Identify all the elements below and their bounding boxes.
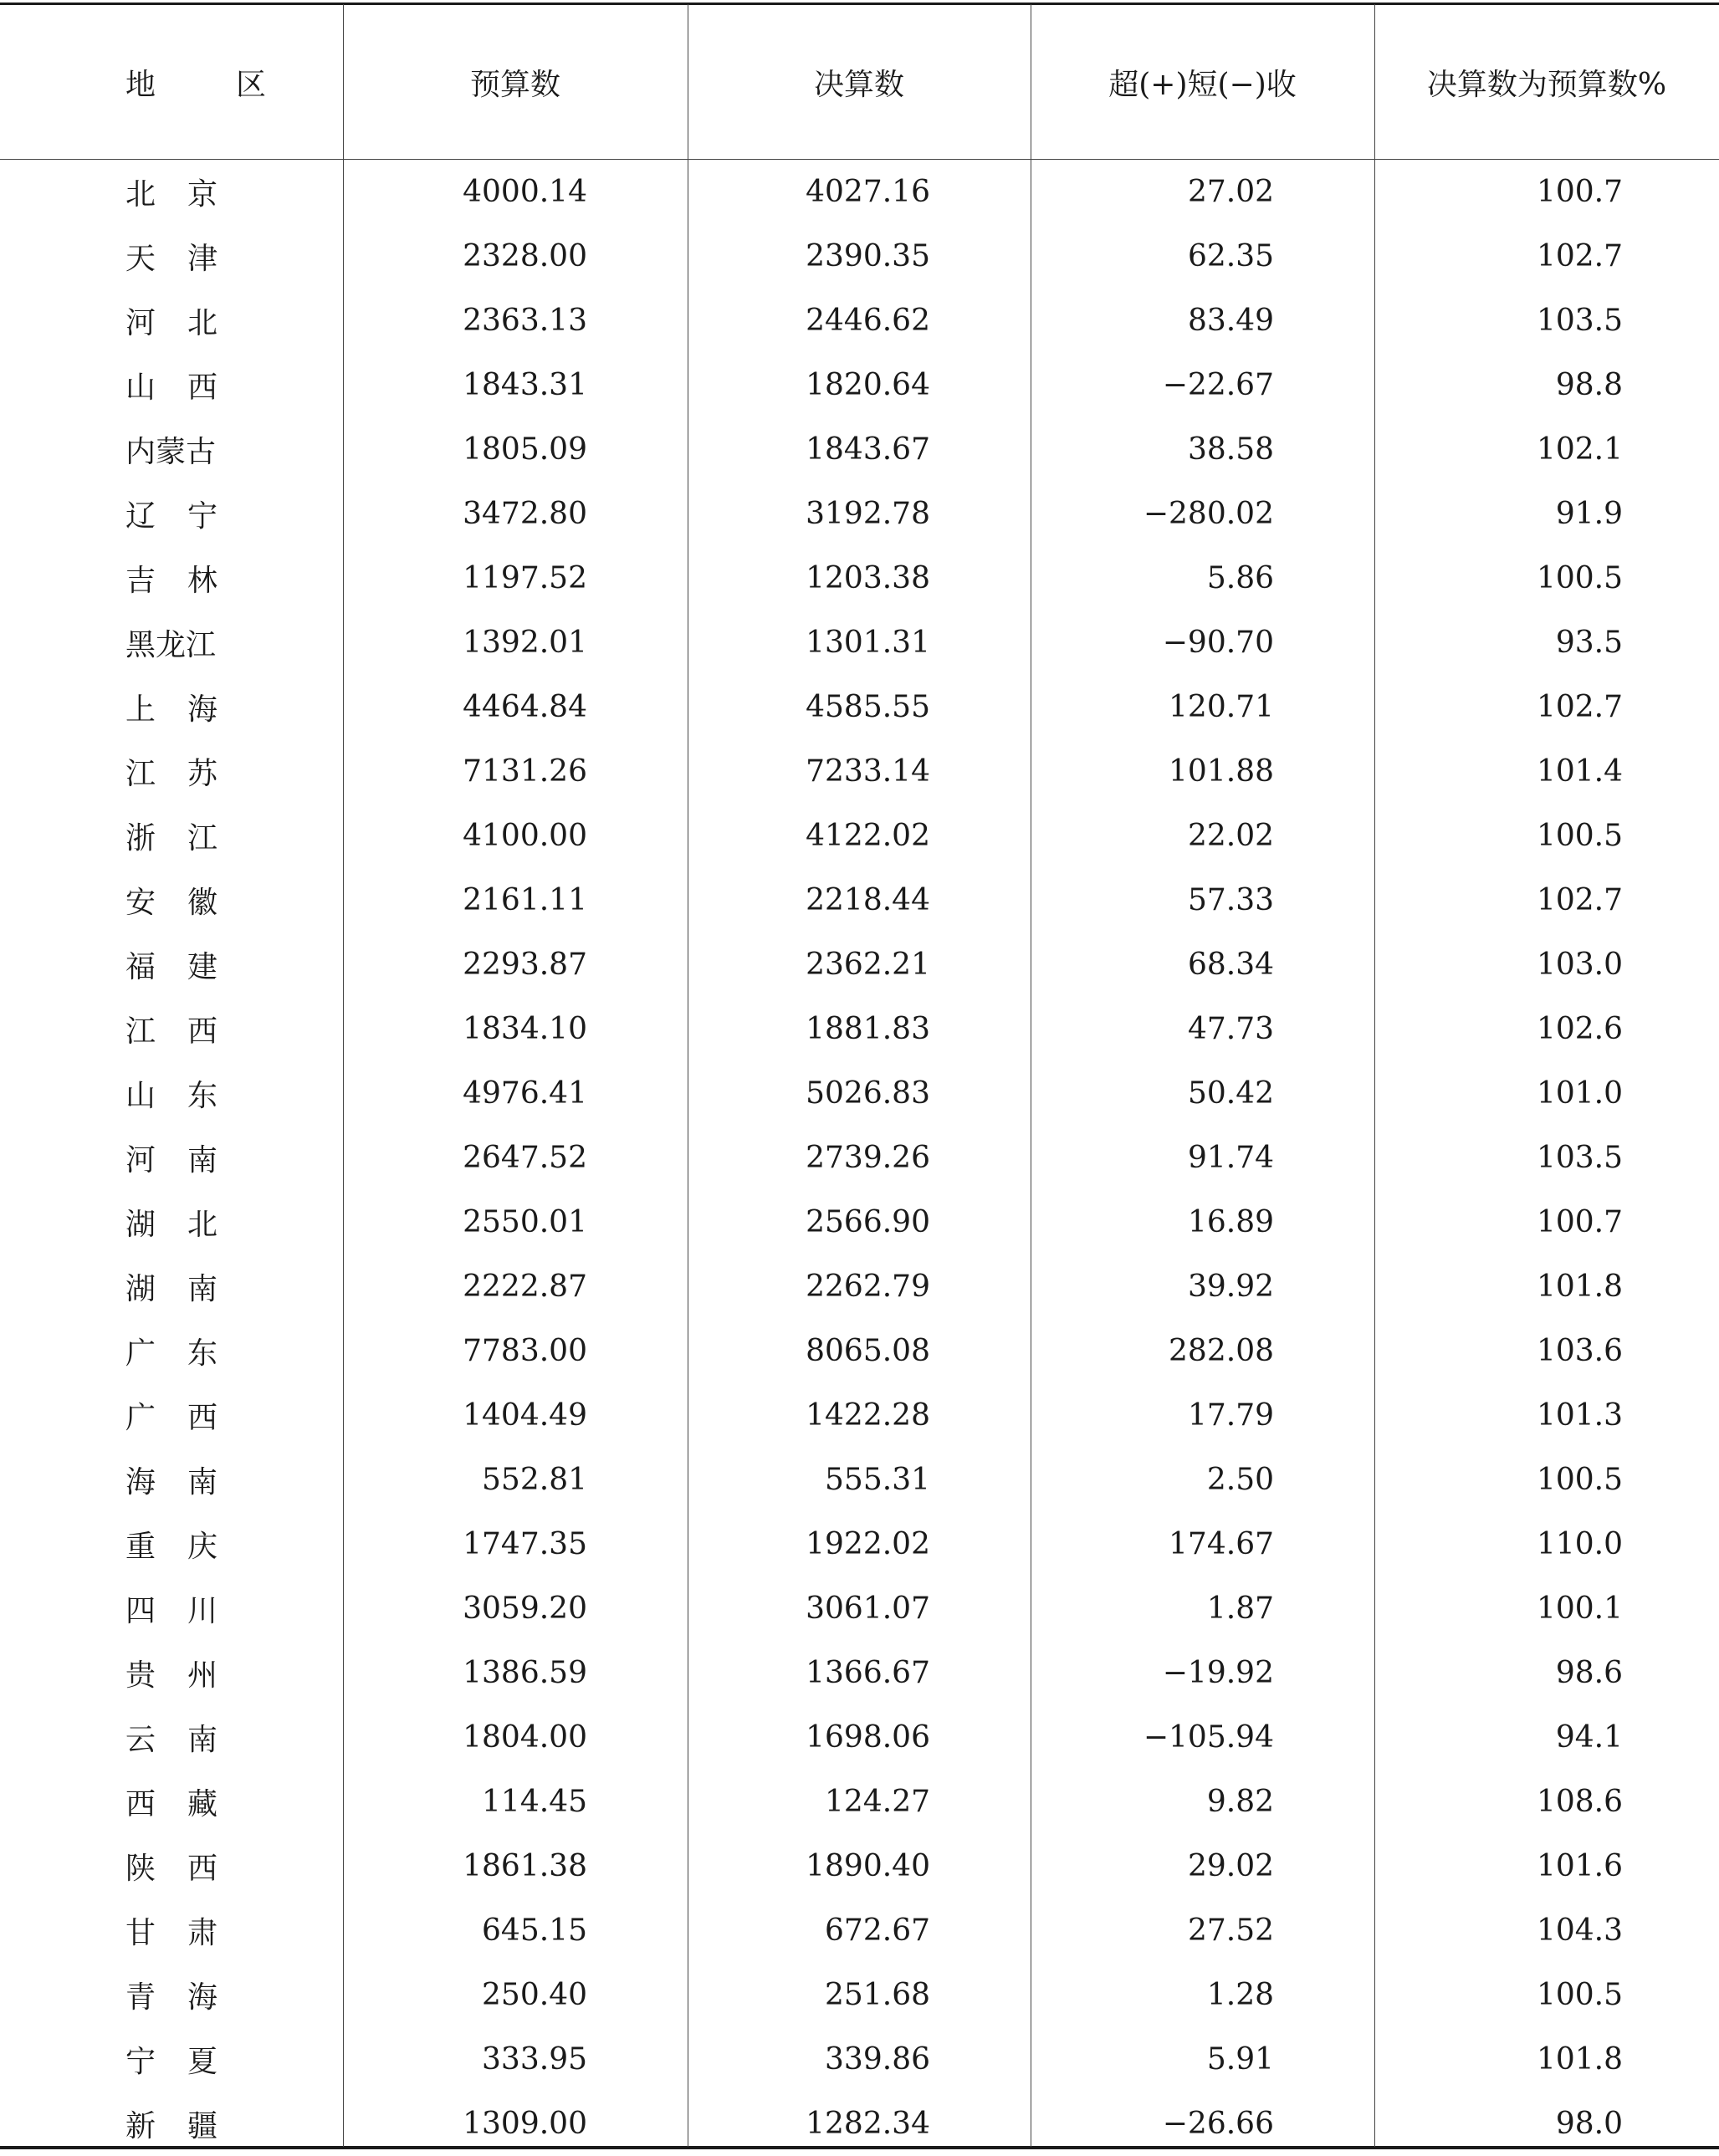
table-row	[0, 1512, 1719, 1576]
header-region: 地 区	[125, 67, 292, 102]
region-char: 青	[125, 1980, 156, 2015]
cell-diff: 5.86	[1206, 561, 1274, 595]
cell-budget: 1386.59	[463, 1656, 587, 1690]
region-char: 庆	[187, 1530, 217, 1564]
region-char: 西	[187, 1852, 217, 1886]
cell-diff: 282.08	[1169, 1334, 1274, 1368]
cell-budget: 7131.26	[463, 754, 587, 789]
cell-final: 1282.34	[806, 2107, 930, 2141]
cell-final: 3192.78	[806, 497, 930, 531]
cell-diff: 38.58	[1187, 432, 1274, 467]
cell-pct: 100.7	[1536, 1205, 1623, 1239]
cell-budget: 1804.00	[463, 1720, 587, 1755]
cell-budget: 4464.84	[463, 690, 587, 724]
table-row	[0, 1061, 1719, 1126]
table-body	[0, 160, 1719, 2156]
cell-final: 7233.14	[806, 754, 930, 789]
cell-pct: 110.0	[1536, 1527, 1623, 1561]
region-char: 南	[187, 1465, 217, 1499]
cell-pct: 101.0	[1536, 1076, 1623, 1111]
cell-region	[0, 493, 343, 535]
table-row	[0, 1126, 1719, 1190]
region-char: 南	[187, 1723, 217, 1757]
table-row	[0, 160, 1719, 224]
cell-pct: 101.8	[1536, 2042, 1623, 2077]
cell-final: 2446.62	[806, 304, 930, 338]
cell-pct: 100.5	[1536, 1978, 1623, 2012]
cell-final: 1843.67	[806, 432, 930, 467]
cell-region	[0, 750, 343, 793]
cell-region	[0, 1716, 343, 1759]
cell-pct: 98.0	[1555, 2107, 1623, 2141]
cell-final: 8065.08	[806, 1334, 930, 1368]
region-char: 山	[125, 370, 156, 405]
cell-region	[0, 879, 343, 922]
region-char: 贵	[125, 1658, 156, 1693]
cell-region	[0, 1652, 343, 1694]
cell-pct: 102.7	[1536, 239, 1623, 273]
cell-budget: 7783.00	[463, 1334, 587, 1368]
cell-diff: −280.02	[1143, 497, 1274, 531]
region-char: 州	[187, 1658, 217, 1693]
table-row	[0, 289, 1719, 353]
cell-region	[0, 1330, 343, 1372]
cell-diff: 5.91	[1206, 2042, 1274, 2077]
cell-diff: 29.02	[1187, 1849, 1274, 1883]
region-char: 安	[125, 886, 156, 920]
cell-region	[0, 1974, 343, 2016]
cell-diff: −26.66	[1162, 2107, 1274, 2141]
cell-pct: 100.5	[1536, 819, 1623, 853]
cell-budget: 1197.52	[463, 561, 587, 595]
cell-budget: 1834.10	[463, 1012, 587, 1046]
region-char: 广	[125, 1336, 156, 1371]
cell-region	[0, 299, 343, 342]
cell-budget: 4100.00	[463, 819, 587, 853]
cell-final: 2218.44	[806, 883, 930, 917]
cell-region	[0, 815, 343, 857]
cell-budget: 1392.01	[463, 626, 587, 660]
cell-budget: 552.81	[482, 1463, 587, 1497]
cell-region	[0, 1137, 343, 1179]
region-char: 肃	[187, 1916, 217, 1950]
region-char: 林	[187, 564, 217, 598]
cell-diff: 174.67	[1169, 1527, 1274, 1561]
cell-pct: 102.6	[1536, 1012, 1623, 1046]
cell-region	[0, 1459, 343, 1501]
cell-budget: 1404.49	[463, 1398, 587, 1433]
cell-budget: 250.40	[482, 1978, 587, 2012]
header-diff: 超(+)短(−)收	[1108, 67, 1297, 102]
cell-diff: 27.52	[1187, 1913, 1274, 1948]
cell-final: 2362.21	[806, 948, 930, 982]
region-char: 南	[187, 1272, 217, 1306]
table-row	[0, 1898, 1719, 1963]
table-row	[0, 1834, 1719, 1898]
cell-pct: 98.8	[1555, 368, 1623, 402]
cell-region	[0, 1201, 343, 1244]
cell-region	[0, 1523, 343, 1566]
region-char: 浙	[125, 821, 156, 856]
cell-pct: 103.5	[1536, 1141, 1623, 1175]
table-row	[0, 739, 1719, 804]
region-char: 西	[187, 1014, 217, 1049]
region-char: 广	[125, 1401, 156, 1435]
cell-pct: 103.5	[1536, 304, 1623, 338]
region-char: 西	[187, 370, 217, 405]
region-char: 湖	[125, 1208, 156, 1242]
cell-pct: 101.6	[1536, 1849, 1623, 1883]
table-row	[0, 2027, 1719, 2092]
cell-region	[0, 1909, 343, 1952]
cell-diff: 68.34	[1187, 948, 1274, 982]
cell-pct: 102.1	[1536, 432, 1623, 467]
table-row	[0, 417, 1719, 482]
table-row	[0, 1254, 1719, 1319]
cell-region	[0, 943, 343, 986]
cell-region	[0, 1265, 343, 1308]
region-char: 云	[125, 1723, 156, 1757]
cell-budget: 4976.41	[463, 1076, 587, 1111]
cell-diff: 83.49	[1187, 304, 1274, 338]
region-char: 上	[125, 692, 156, 727]
table-row	[0, 1383, 1719, 1448]
table-row	[0, 1641, 1719, 1705]
region-char: 疆	[187, 2109, 217, 2143]
cell-budget: 1747.35	[463, 1527, 587, 1561]
cell-diff: −90.70	[1162, 626, 1274, 660]
region-char: 东	[187, 1079, 217, 1113]
table-row	[0, 1963, 1719, 2027]
cell-region	[0, 1845, 343, 1888]
cell-diff: 62.35	[1187, 239, 1274, 273]
cell-budget: 1843.31	[463, 368, 587, 402]
region-char: 新	[125, 2109, 156, 2143]
cell-final: 2739.26	[806, 1141, 930, 1175]
cell-pct: 102.7	[1536, 690, 1623, 724]
cell-pct: 101.3	[1536, 1398, 1623, 1433]
cell-pct: 104.3	[1536, 1913, 1623, 1948]
table-row	[0, 1576, 1719, 1641]
cell-budget: 645.15	[482, 1913, 587, 1948]
cell-diff: 1.87	[1206, 1591, 1274, 1626]
cell-final: 672.67	[825, 1913, 930, 1948]
cell-pct: 100.5	[1536, 561, 1623, 595]
cell-region	[0, 171, 343, 213]
cell-diff: 57.33	[1187, 883, 1274, 917]
cell-final: 4585.55	[806, 690, 930, 724]
table-row	[0, 353, 1719, 417]
cell-pct: 100.5	[1536, 1463, 1623, 1497]
region-char: 福	[125, 950, 156, 984]
cell-budget: 2222.87	[463, 1270, 587, 1304]
cell-final: 1922.02	[806, 1527, 930, 1561]
header-budget: 预算数	[469, 67, 560, 102]
region-char: 海	[187, 692, 217, 727]
cell-region	[0, 1394, 343, 1437]
region-char: 津	[187, 242, 217, 276]
region-char: 宁	[187, 499, 217, 534]
cell-diff: 47.73	[1187, 1012, 1274, 1046]
cell-final: 1890.40	[806, 1849, 930, 1883]
cell-diff: 39.92	[1187, 1270, 1274, 1304]
cell-budget: 2328.00	[463, 239, 587, 273]
cell-budget: 2647.52	[463, 1141, 587, 1175]
cell-budget: 333.95	[482, 2042, 587, 2077]
region-char: 江	[125, 1014, 156, 1049]
cell-region	[0, 1008, 343, 1050]
cell-region	[0, 235, 343, 278]
cell-final: 5026.83	[806, 1076, 930, 1111]
cell-budget: 4000.14	[463, 175, 587, 209]
region-char: 夏	[187, 2045, 217, 2079]
region-char: 湖	[125, 1272, 156, 1306]
cell-final: 339.86	[825, 2042, 930, 2077]
cell-final: 3061.07	[806, 1591, 930, 1626]
region-char: 海	[187, 1980, 217, 2015]
table-row	[0, 804, 1719, 868]
region-char: 苏	[187, 757, 217, 791]
region-char: 南	[187, 1143, 217, 1178]
cell-final: 2390.35	[806, 239, 930, 273]
header-pct: 决算数为预算数%	[1426, 67, 1667, 102]
cell-final: 1820.64	[806, 368, 930, 402]
cell-region	[0, 1072, 343, 1115]
cell-final: 555.31	[825, 1463, 930, 1497]
table-row	[0, 2092, 1719, 2156]
region-char: 川	[187, 1594, 217, 1628]
cell-final: 4122.02	[806, 819, 930, 853]
cell-budget: 2550.01	[463, 1205, 587, 1239]
cell-pct: 108.6	[1536, 1785, 1623, 1819]
cell-diff: 120.71	[1169, 690, 1274, 724]
cell-region	[0, 2038, 343, 2081]
cell-pct: 101.8	[1536, 1270, 1623, 1304]
region-char: 山	[125, 1079, 156, 1113]
region-char: 西	[187, 1401, 217, 1435]
region-char: 江	[125, 757, 156, 791]
cell-pct: 91.9	[1555, 497, 1623, 531]
region-char: 徽	[187, 886, 217, 920]
region-name: 内蒙古	[125, 435, 217, 469]
cell-region	[0, 2102, 343, 2145]
region-char: 天	[125, 242, 156, 276]
cell-pct: 103.6	[1536, 1334, 1623, 1368]
table-row	[0, 1770, 1719, 1834]
cell-final: 2262.79	[806, 1270, 930, 1304]
cell-final: 251.68	[825, 1978, 930, 2012]
cell-pct: 100.1	[1536, 1591, 1623, 1626]
cell-final: 124.27	[825, 1785, 930, 1819]
cell-budget: 2161.11	[463, 883, 587, 917]
region-char: 北	[187, 306, 217, 340]
region-char: 河	[125, 306, 156, 340]
cell-diff: 22.02	[1187, 819, 1274, 853]
cell-budget: 1861.38	[463, 1849, 587, 1883]
cell-budget: 2363.13	[463, 304, 587, 338]
table-header	[0, 5, 1719, 159]
cell-pct: 101.4	[1536, 754, 1623, 789]
region-char: 江	[187, 821, 217, 856]
cell-region	[0, 621, 343, 664]
cell-pct: 103.0	[1536, 948, 1623, 982]
region-char: 吉	[125, 564, 156, 598]
table-row	[0, 1190, 1719, 1254]
cell-region	[0, 1587, 343, 1630]
table-row	[0, 482, 1719, 546]
cell-final: 1881.83	[806, 1012, 930, 1046]
region-char: 海	[125, 1465, 156, 1499]
region-char: 宁	[125, 2045, 156, 2079]
region-char: 陕	[125, 1852, 156, 1886]
region-char: 北	[125, 177, 156, 212]
cell-final: 4027.16	[806, 175, 930, 209]
cell-final: 1203.38	[806, 561, 930, 595]
cell-region	[0, 557, 343, 600]
cell-diff: 16.89	[1187, 1205, 1274, 1239]
cell-pct: 94.1	[1555, 1720, 1623, 1755]
region-char: 河	[125, 1143, 156, 1178]
table-row	[0, 997, 1719, 1061]
cell-diff: 27.02	[1187, 175, 1274, 209]
cell-diff: 91.74	[1187, 1141, 1274, 1175]
cell-region	[0, 686, 343, 728]
region-name: 黑龙江	[125, 628, 217, 662]
region-char: 辽	[125, 499, 156, 534]
cell-diff: 101.88	[1169, 754, 1274, 789]
cell-diff: −105.94	[1143, 1720, 1274, 1755]
cell-budget: 3059.20	[463, 1591, 587, 1626]
cell-diff: 1.28	[1206, 1978, 1274, 2012]
region-char: 京	[187, 177, 217, 212]
cell-pct: 100.7	[1536, 175, 1623, 209]
cell-diff: −22.67	[1162, 368, 1274, 402]
header-final: 决算数	[813, 67, 904, 102]
table-row	[0, 546, 1719, 611]
table-row	[0, 1448, 1719, 1512]
cell-diff: 9.82	[1206, 1785, 1274, 1819]
region-char: 东	[187, 1336, 217, 1371]
table-row	[0, 675, 1719, 739]
cell-region	[0, 428, 343, 471]
cell-budget: 1805.09	[463, 432, 587, 467]
cell-diff: 50.42	[1187, 1076, 1274, 1111]
cell-final: 1422.28	[806, 1398, 930, 1433]
cell-budget: 2293.87	[463, 948, 587, 982]
region-char: 建	[187, 950, 217, 984]
cell-budget: 114.45	[482, 1785, 587, 1819]
region-char: 重	[125, 1530, 156, 1564]
region-char: 西	[125, 1787, 156, 1821]
table-row	[0, 868, 1719, 932]
region-char: 四	[125, 1594, 156, 1628]
cell-pct: 98.6	[1555, 1656, 1623, 1690]
cell-final: 1301.31	[806, 626, 930, 660]
cell-diff: 17.79	[1187, 1398, 1274, 1433]
cell-pct: 93.5	[1555, 626, 1623, 660]
cell-pct: 102.7	[1536, 883, 1623, 917]
region-char: 甘	[125, 1916, 156, 1950]
cell-final: 2566.90	[806, 1205, 930, 1239]
table-row	[0, 932, 1719, 997]
cell-diff: −19.92	[1162, 1656, 1274, 1690]
cell-region	[0, 364, 343, 406]
table-row	[0, 1705, 1719, 1770]
table-row	[0, 1319, 1719, 1383]
table-row	[0, 611, 1719, 675]
table-row	[0, 224, 1719, 289]
cell-budget: 1309.00	[463, 2107, 587, 2141]
region-char: 藏	[187, 1787, 217, 1821]
cell-budget: 3472.80	[463, 497, 587, 531]
cell-final: 1698.06	[806, 1720, 930, 1755]
cell-diff: 2.50	[1206, 1463, 1274, 1497]
cell-region	[0, 1780, 343, 1823]
region-char: 北	[187, 1208, 217, 1242]
cell-final: 1366.67	[806, 1656, 930, 1690]
